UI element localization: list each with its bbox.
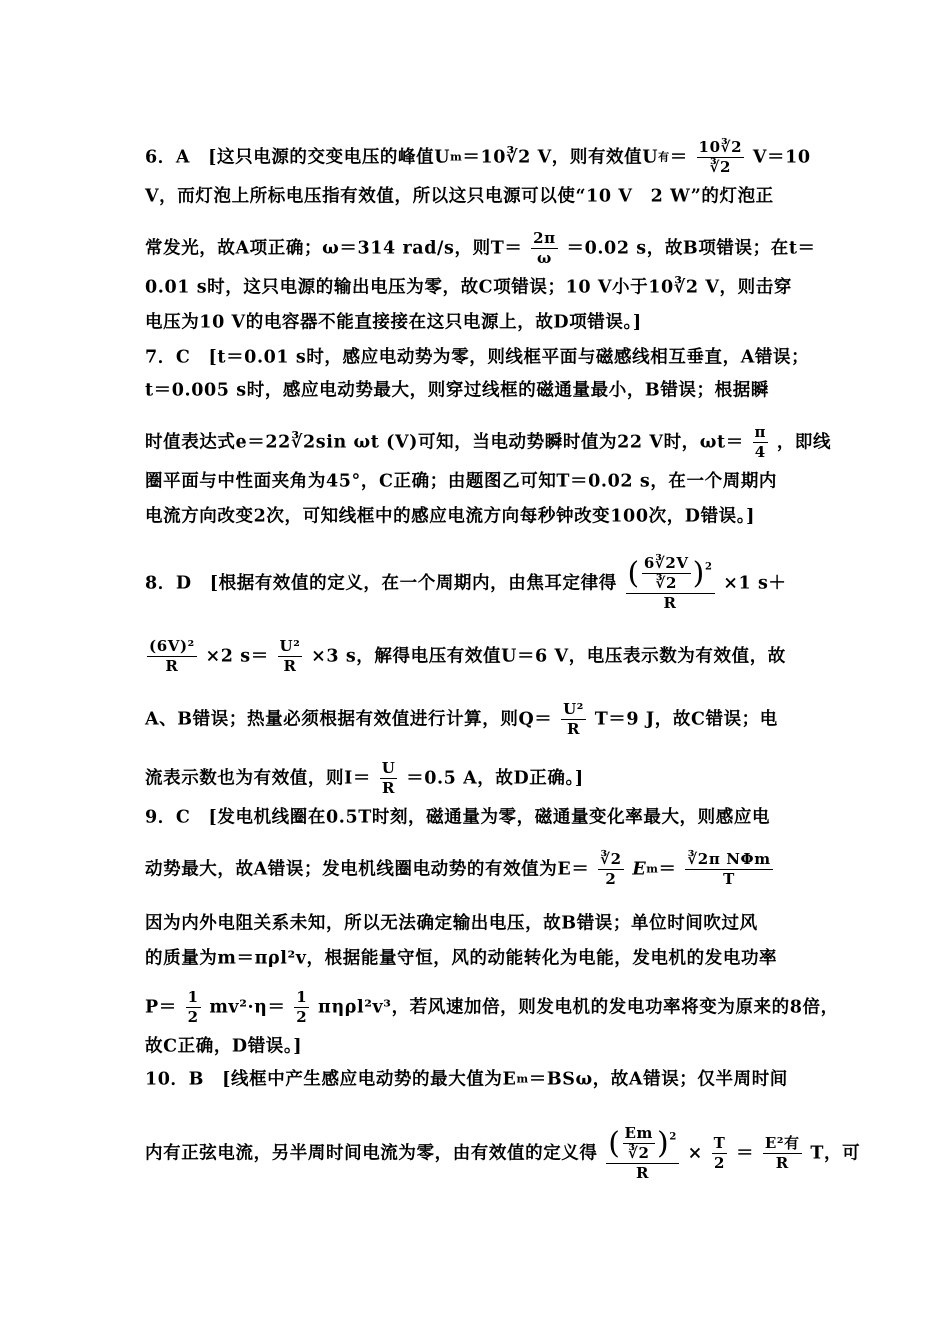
text-run: ×	[687, 1143, 703, 1164]
fraction-numerator: 1	[187, 988, 199, 1006]
text-run: 故C正确，D错误。]	[145, 1036, 303, 1057]
fraction-numerator: ( $\frac{Em}{∛2}$ )$^2$	[608, 1124, 677, 1162]
text-run: ＝0.02 s，故B项错误；在t＝	[566, 238, 816, 259]
text-line	[145, 850, 775, 889]
text-run: 10．B [线框中产生感应电动势的最大值为E	[145, 1069, 517, 1090]
text-line	[145, 469, 777, 494]
text-run: A、B错误；热量必须根据有效值进行计算，则Q＝	[145, 709, 553, 730]
text-run: ，即线	[776, 432, 832, 453]
text-run: ×3 s，解得电压有效值U＝6 V，电压表示数为有效值，故	[311, 646, 786, 667]
fraction	[753, 423, 769, 462]
fraction	[598, 850, 624, 889]
text-run: 的质量为m＝πρl²v，根据能量守恒，风的动能转化为电能，发电机的发电功率	[145, 948, 778, 969]
text-run: ×1 s＋	[723, 573, 787, 594]
subscript: 有	[658, 150, 670, 164]
fraction-numerator: ( $\frac{6∛2V}{∛2}$ )$^2$	[627, 554, 713, 592]
text-line	[145, 759, 584, 798]
text-run: V，而灯泡上所标电压指有效值，所以这只电源可以使“10 V 2 W”的灯泡正	[145, 186, 774, 207]
fraction-denominator: R	[382, 779, 396, 797]
fraction-denominator: T	[723, 870, 735, 888]
fraction-denominator: 2	[713, 1154, 725, 1172]
text-run: 0.01 s时，这只电源的输出电压为零，故C项错误；10 V小于10∛2 V，则击穿	[145, 277, 792, 298]
fraction-numerator: E²有	[764, 1134, 800, 1152]
text-line	[145, 946, 777, 971]
text-line	[145, 1067, 788, 1092]
fraction-denominator: 2	[605, 870, 617, 888]
subscript: m	[516, 1072, 529, 1086]
text-run: E	[632, 859, 647, 880]
fraction-denominator: R	[165, 657, 179, 675]
text-run: ＝0.5 A，故D正确。]	[406, 768, 584, 789]
text-line	[145, 1124, 860, 1183]
text-run: 9．C [发电机线圈在0.5T时刻，磁通量为零，磁通量变化率最大，则感应电	[145, 807, 771, 828]
text-run: 内有正弦电流，另半周时间电流为零，由有效值的定义得	[145, 1143, 598, 1164]
text-run: V＝10	[752, 147, 811, 168]
text-line	[145, 554, 787, 613]
fraction	[278, 637, 303, 676]
fraction	[531, 229, 558, 268]
fraction-denominator: 2	[187, 1008, 199, 1026]
text-run: ＝	[658, 859, 677, 880]
fraction	[561, 700, 586, 739]
text-run: ＝BSω，故A错误；仅半周时间	[528, 1069, 788, 1090]
text-run: ＝10∛2 V，则有效值U	[462, 147, 659, 168]
text-run: t＝0.005 s时，感应电动势最大，则穿过线框的磁通量最小，B错误；根据瞬	[145, 380, 769, 401]
exponent: 2	[704, 561, 713, 573]
text-run: mv²·η＝	[209, 997, 286, 1018]
text-run: ×2 s＝	[205, 646, 269, 667]
text-run: πηρl²v³，若风速加倍，则发电机的发电功率将变为原来的8倍，	[318, 997, 839, 1018]
fraction-denominator: ω	[537, 249, 552, 267]
text-run: 圈平面与中性面夹角为45°，C正确；由题图乙可知T＝0.02 s，在一个周期内	[145, 471, 778, 492]
fraction-numerator: Em	[624, 1124, 654, 1142]
text-line	[145, 423, 831, 462]
text-run: 7．C [t＝0.01 s时，感应电动势为零，则线框平面与磁感线相互垂直，A错误；	[145, 347, 810, 368]
text-line	[145, 345, 809, 370]
fraction	[763, 1134, 802, 1173]
fraction	[642, 554, 691, 593]
fraction-numerator: U²	[563, 700, 584, 718]
fraction	[606, 1124, 679, 1183]
text-run: ＝	[736, 1143, 755, 1164]
fraction-numerator: 10∛2	[698, 138, 743, 156]
text-run: 6．A [这只电源的交变电压的峰值U	[145, 147, 451, 168]
text-run: 电流方向改变2次，可知线框中的感应电流方向每秒钟改变100次，D错误。]	[145, 506, 756, 527]
text-line	[145, 988, 839, 1027]
subscript: m	[646, 862, 659, 876]
text-run: 常发光，故A项正确；ω＝314 rad/s，则T＝	[145, 238, 523, 259]
fraction-numerator: π	[754, 423, 767, 441]
text-line	[145, 184, 774, 209]
fraction	[147, 637, 197, 676]
text-line	[145, 138, 811, 177]
fraction-denominator: 2	[296, 1008, 308, 1026]
text-line	[145, 1034, 302, 1059]
fraction	[186, 988, 201, 1027]
fraction-numerator: 1	[296, 988, 308, 1006]
fraction-denominator: ∛2	[655, 574, 677, 592]
fraction-numerator: T	[713, 1134, 726, 1152]
fraction	[685, 850, 772, 889]
text-line	[145, 911, 758, 936]
text-line	[145, 504, 755, 529]
text-run: T，可	[810, 1143, 861, 1164]
fraction-numerator: U²	[279, 637, 301, 655]
fraction	[294, 988, 309, 1027]
text-run: 时值表达式e＝22∛2sin ωt (V)可知，当电动势瞬时值为22 V时，ωt＝	[145, 432, 744, 453]
text-line	[145, 378, 769, 403]
fraction-denominator: 4	[754, 443, 766, 461]
fraction-denominator: R	[775, 1154, 789, 1172]
text-run: 流表示数也为有效值，则I＝	[145, 768, 371, 789]
fraction	[712, 1134, 728, 1173]
fraction-numerator: ∛2π NΦm	[687, 850, 771, 868]
text-line	[145, 275, 792, 300]
fraction-denominator: R	[663, 594, 677, 612]
fraction-numerator: 2π	[533, 229, 556, 247]
fraction-numerator: ∛2	[600, 850, 622, 868]
text-line	[145, 700, 778, 739]
fraction-denominator: ∛2	[709, 158, 732, 176]
fraction	[623, 1124, 656, 1163]
fraction-denominator: ∛2	[628, 1144, 650, 1162]
text-line	[145, 229, 816, 268]
text-run: 动势最大，故A错误；发电机线圈电动势的有效值为E＝	[145, 859, 590, 880]
text-line	[145, 805, 770, 830]
fraction-numerator: U	[381, 759, 396, 777]
fraction-denominator: R	[636, 1164, 650, 1182]
subscript: m	[450, 150, 463, 164]
text-run: 8．D [根据有效值的定义，在一个周期内，由焦耳定律得	[145, 573, 617, 594]
text-run: 电压为10 V的电容器不能直接接在这只电源上，故D项错误。]	[145, 312, 642, 333]
fraction-numerator: 6∛2V	[643, 554, 689, 572]
text-run: ＝	[669, 147, 688, 168]
exponent: 2	[669, 1131, 677, 1143]
text-run: P＝	[145, 997, 177, 1018]
fraction	[697, 138, 745, 177]
text-line	[145, 310, 642, 335]
fraction-denominator: R	[567, 720, 581, 738]
text-line	[145, 637, 786, 676]
text-run: T＝9 J，故C错误；电	[594, 709, 778, 730]
text-run: 因为内外电阻关系未知，所以无法确定输出电压，故B错误；单位时间吹过风	[145, 913, 758, 934]
fraction	[380, 759, 398, 798]
fraction-denominator: R	[283, 657, 297, 675]
fraction-numerator: (6V)²	[149, 637, 195, 655]
fraction	[626, 554, 715, 613]
